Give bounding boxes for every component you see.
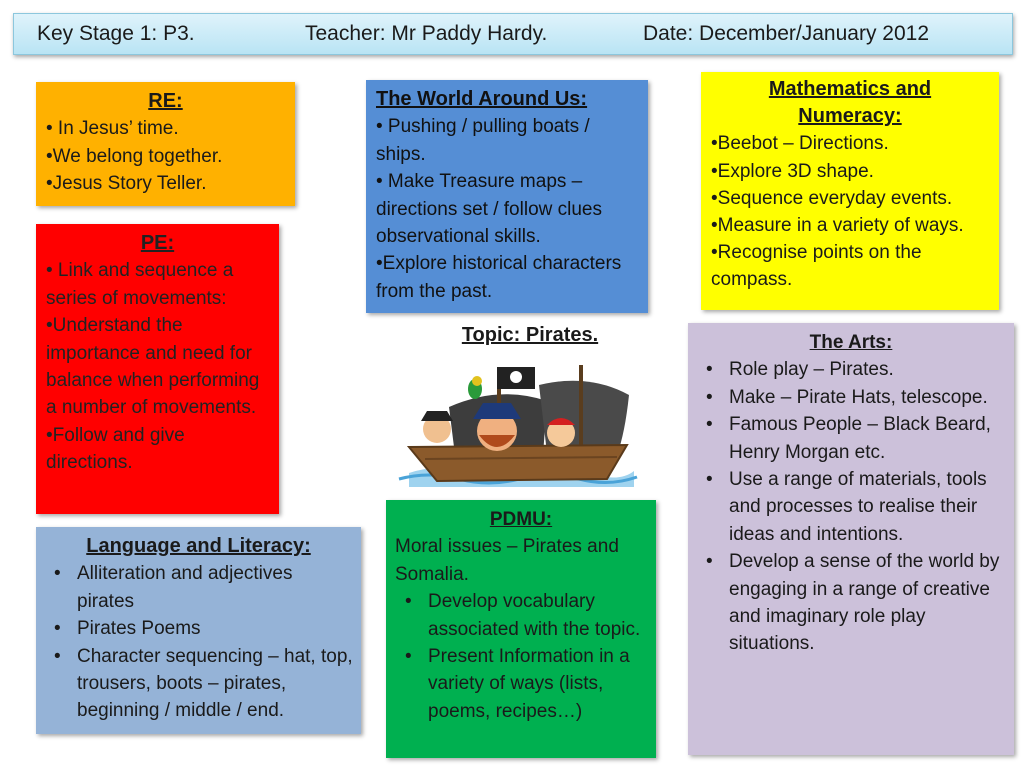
world-title: The World Around Us: [376, 88, 588, 110]
list-item: • Famous People – Black Beard, Henry Morgan etc. [696, 411, 1006, 466]
date-label: Date: December/January 2012 [643, 22, 929, 45]
list-item: • Make – Pirate Hats, telescope. [696, 384, 1006, 411]
pe-line: • Link and sequence a series of movements: [46, 260, 234, 309]
pirate-ship-illustration [389, 355, 639, 495]
key-stage-label: Key Stage 1: P3. [37, 22, 195, 45]
world-line: • Pushing / pulling boats / ships. [376, 116, 590, 165]
maths-line: •Measure in a variety of ways. [711, 215, 964, 237]
pe-box [36, 224, 279, 514]
maths-line: •Recognise points on the compass. [711, 242, 922, 291]
world-line: •Explore historical characters from the past. [376, 253, 622, 302]
world-line: • Make Treasure maps – directions set / follow clues observational skills. [376, 171, 602, 248]
pdmu-box [386, 500, 656, 758]
list-item: • Develop vocabulary associated with the topic. [395, 588, 647, 643]
re-line: •We belong together. [46, 145, 223, 167]
re-line: • In Jesus’ time. [46, 118, 179, 140]
language-title: Language and Literacy: [86, 535, 311, 557]
language-literacy-box [36, 527, 361, 734]
re-line: •Jesus Story Teller. [46, 173, 207, 195]
list-item: • Character sequencing – hat, top, trousers, boots – pirates, beginning / middle / end. [44, 643, 353, 725]
maths-box [701, 72, 999, 310]
language-list [44, 560, 353, 724]
pdmu-title: PDMU: [489, 509, 553, 530]
arts-box [688, 323, 1014, 755]
pdmu-intro: Moral issues – Pirates and Somalia. [395, 536, 619, 585]
pe-line: •Understand the importance and need for balance when performing a number of movements. [46, 315, 260, 419]
maths-line: •Beebot – Directions. [711, 133, 889, 155]
list-item: • Alliteration and adjectives pirates [44, 560, 353, 615]
re-box [36, 82, 295, 206]
teacher-label: Teacher: Mr Paddy Hardy. [305, 22, 548, 45]
header-banner [13, 13, 1013, 55]
world-around-us-box [366, 80, 648, 313]
maths-line: •Explore 3D shape. [711, 160, 874, 182]
re-title: RE: [148, 90, 183, 112]
list-item: • Pirates Poems [44, 615, 353, 642]
maths-title: Mathematics and Numeracy: [768, 78, 932, 128]
list-item: • Present Information in a variety of ways (lists, poems, recipes…) [395, 643, 647, 725]
list-item: • Develop a sense of the world by engaging in a range of creative and imaginary role play situations. [696, 548, 1006, 658]
maths-line: •Sequence everyday events. [711, 187, 953, 209]
list-item: • Use a range of materials, tools and processes to realise their ideas and intentions. [696, 466, 1006, 548]
arts-title: The Arts: [809, 332, 893, 353]
pe-line: •Follow and give directions. [46, 424, 185, 474]
pe-title: PE: [140, 232, 175, 254]
list-item: • Role play – Pirates. [696, 356, 1006, 383]
arts-list [696, 356, 1006, 657]
topic-title: Topic: Pirates. [461, 324, 599, 346]
pdmu-list [395, 588, 647, 725]
